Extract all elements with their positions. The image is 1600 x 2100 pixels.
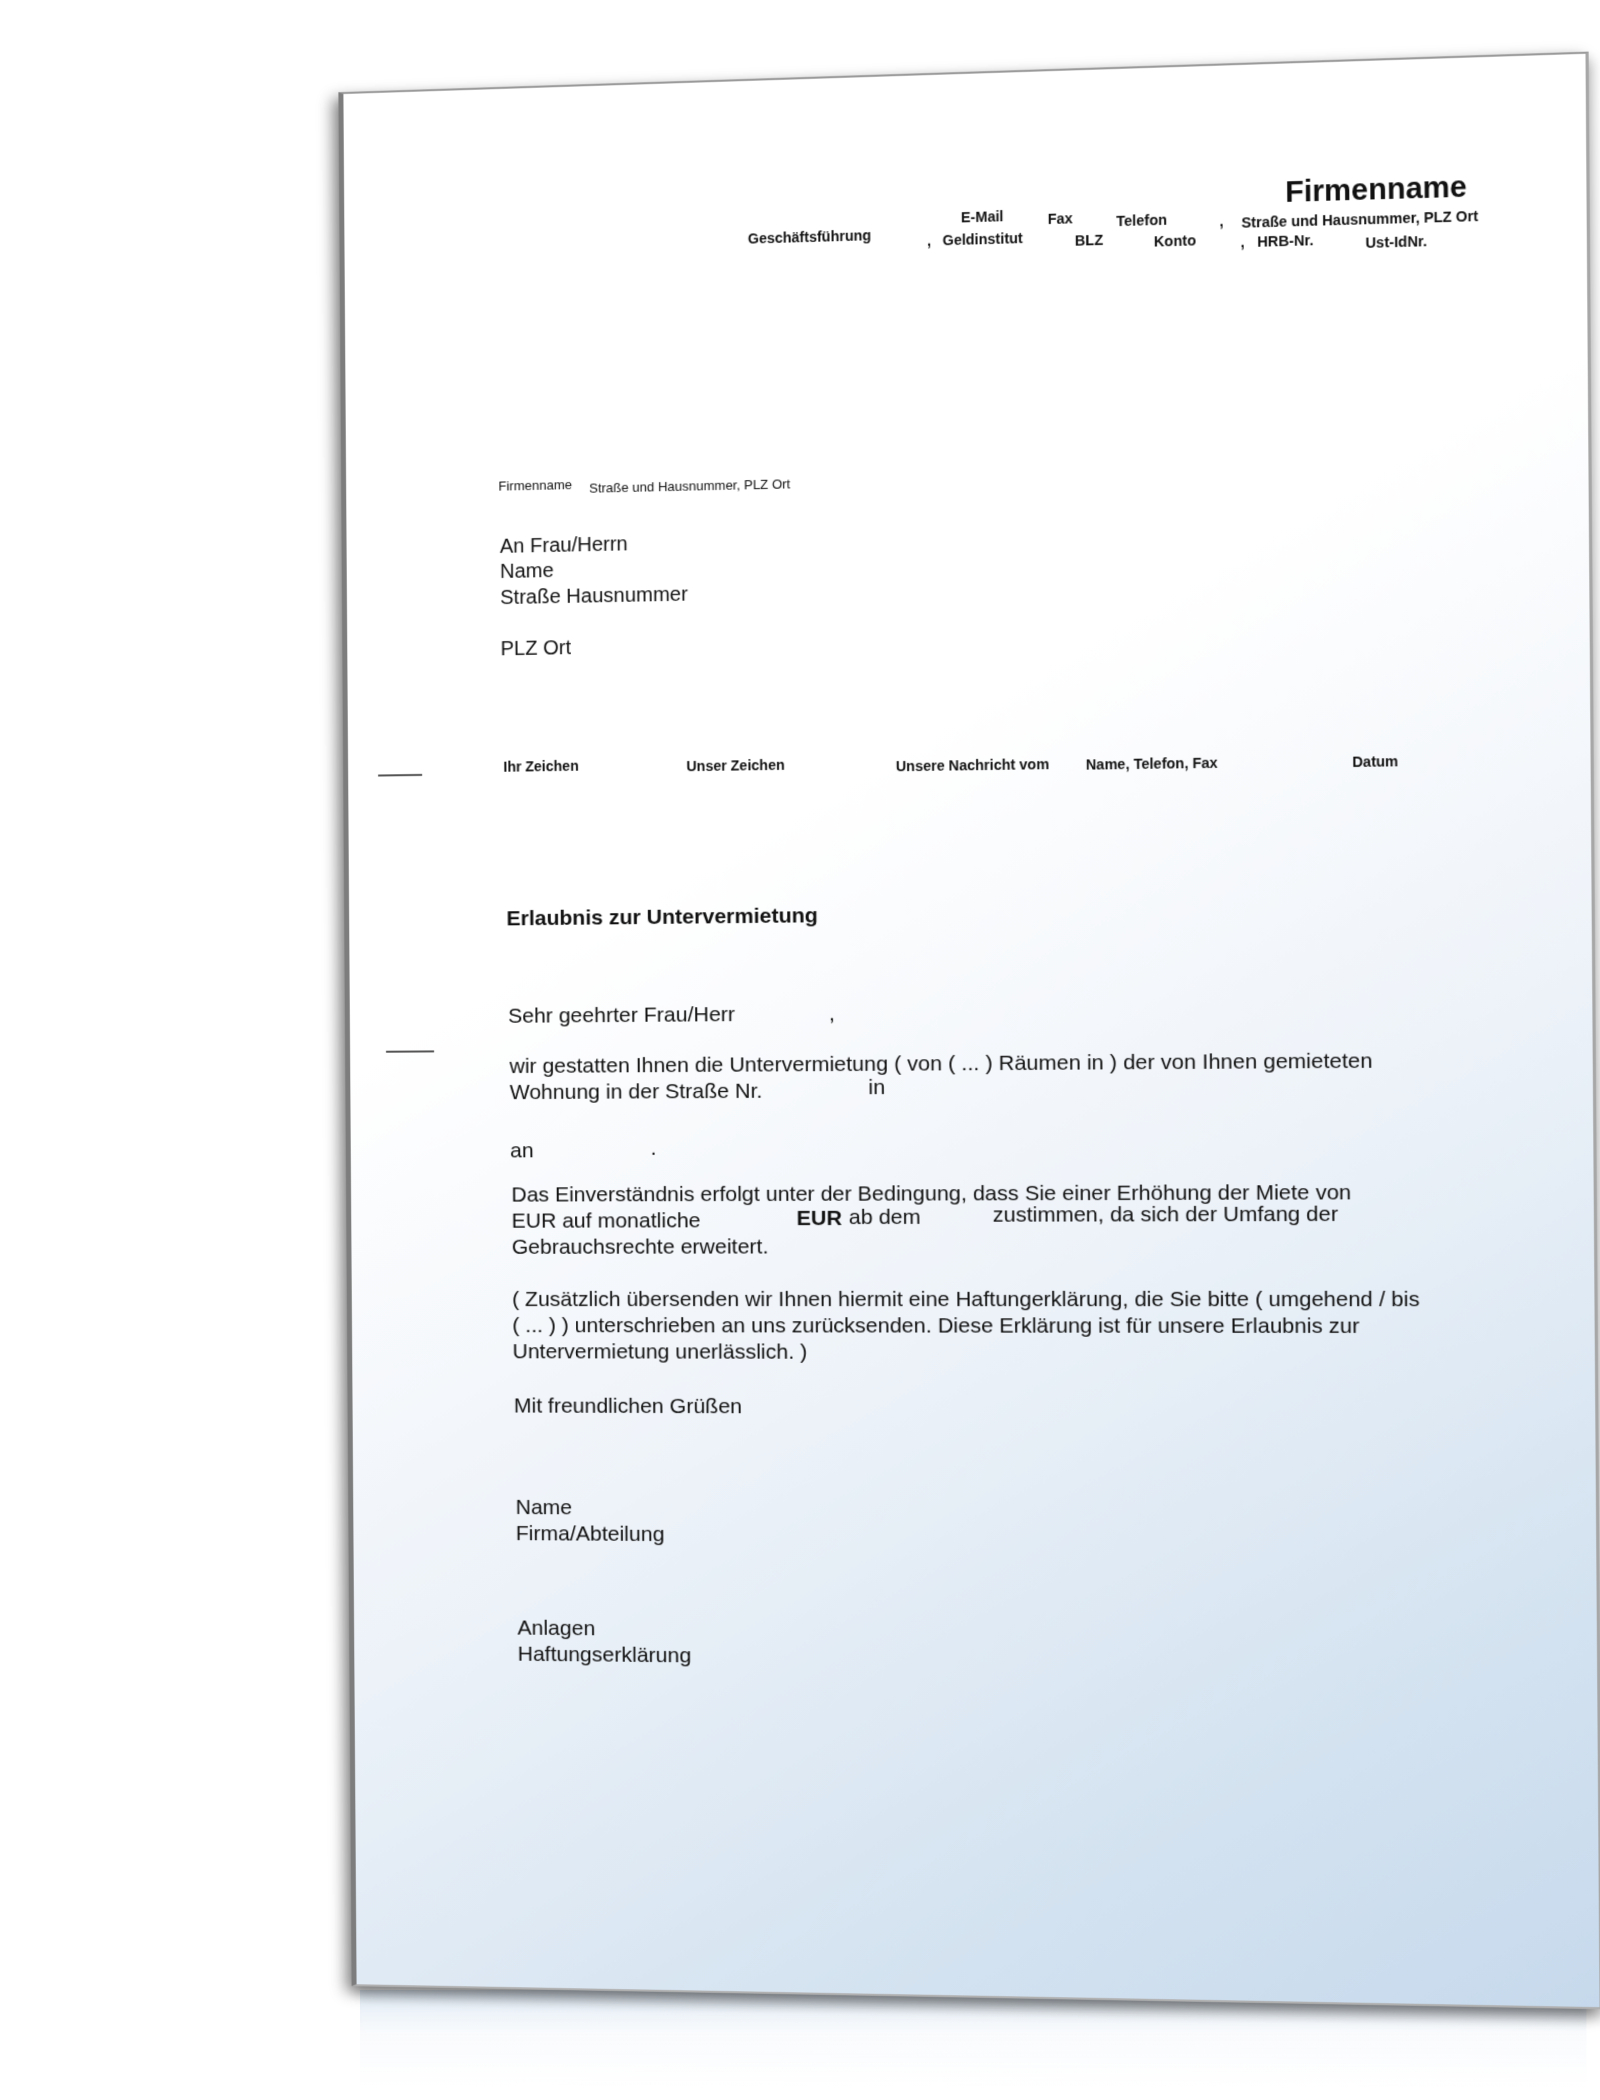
greeting-comma: , — [828, 1002, 835, 1026]
letterhead-email: E-Mail — [960, 207, 1004, 226]
recipient-salutation: An Frau/Herrn — [499, 533, 628, 558]
paragraph-2-line-2c: ab dem — [848, 1205, 921, 1230]
fold-mark-top — [378, 774, 422, 777]
signature-name: Name — [515, 1495, 573, 1520]
letterhead-blz: BLZ — [1074, 231, 1104, 249]
attachments-label: Anlagen — [517, 1616, 596, 1641]
recipient-name: Name — [499, 559, 554, 584]
paragraph-2-line-2d: zustimmen, da sich der Umfang der — [992, 1202, 1339, 1227]
letter-subject: Erlaubnis zur Untervermietung — [506, 904, 818, 931]
letterhead-firm-name: Firmenname — [1285, 170, 1468, 210]
signature-department: Firma/Abteilung — [515, 1522, 665, 1547]
paragraph-1-line-1: wir gestatten Ihnen die Untervermietung ( von ( ... ) Räumen in ) der von Ihnen gemieteten — [509, 1049, 1373, 1079]
letterhead-hrb: HRB-Nr. — [1257, 231, 1314, 250]
attachments-item: Haftungserklärung — [517, 1642, 692, 1668]
letter-page — [338, 52, 1600, 2010]
letterhead-street-city: Straße und Hausnummer, PLZ Ort — [1241, 207, 1479, 231]
paragraph-3-line-1: ( Zusätzlich übersenden wir Ihnen hiermit eine Haftungerklärung, die Sie bitte ( umgehend / bis — [512, 1287, 1420, 1312]
closing: Mit freundlichen Grüßen — [513, 1394, 743, 1419]
letterhead-account: Konto — [1153, 232, 1197, 250]
paragraph-1-dot: . — [650, 1136, 657, 1160]
letterhead-comma-3: , — [1240, 233, 1245, 251]
paragraph-1-in: in — [868, 1075, 886, 1100]
ref-date: Datum — [1352, 752, 1399, 771]
sender-firm: Firmenname — [498, 476, 573, 494]
ref-our-message: Unsere Nachricht vom — [895, 755, 1050, 775]
greeting: Sehr geehrter Frau/Herr — [508, 1002, 736, 1028]
paragraph-2-line-2a: EUR auf monatliche — [511, 1209, 701, 1233]
ref-our-sign: Unser Zeichen — [686, 756, 785, 775]
ref-contact: Name, Telefon, Fax — [1085, 754, 1218, 773]
letterhead-fax: Fax — [1047, 210, 1073, 228]
fold-mark-middle — [386, 1050, 434, 1052]
paragraph-1-an: an — [510, 1139, 534, 1163]
paragraph-2-eur: EUR — [796, 1206, 843, 1231]
ref-your-sign: Ihr Zeichen — [503, 757, 579, 775]
paragraph-2-line-1: Das Einverständnis erfolgt unter der Bedingung, dass Sie einer Erhöhung der Miete von — [511, 1180, 1352, 1207]
letterhead-management: Geschäftsführung — [747, 227, 872, 247]
recipient-city: PLZ Ort — [500, 636, 572, 661]
letterhead-phone: Telefon — [1116, 211, 1168, 230]
letterhead-comma-2: , — [927, 232, 932, 249]
letterhead-vat: Ust-IdNr. — [1365, 232, 1428, 251]
paragraph-3-line-3: Untervermietung unerlässlich. ) — [512, 1340, 808, 1364]
sender-address: Straße und Hausnummer, PLZ Ort — [589, 476, 791, 496]
paragraph-3-line-2: ( ... ) ) unterschrieben an uns zurücksenden. Diese Erklärung ist für unsere Erlaubnis zur — [512, 1314, 1360, 1339]
paragraph-2-line-3: Gebrauchsrechte erweitert. — [511, 1235, 769, 1259]
letterhead-comma-1: , — [1219, 212, 1224, 230]
recipient-street: Straße Hausnummer — [500, 583, 688, 610]
letterhead-bank: Geldinstitut — [942, 229, 1023, 249]
paragraph-1-line-2: Wohnung in der Straße Nr. — [509, 1079, 763, 1105]
